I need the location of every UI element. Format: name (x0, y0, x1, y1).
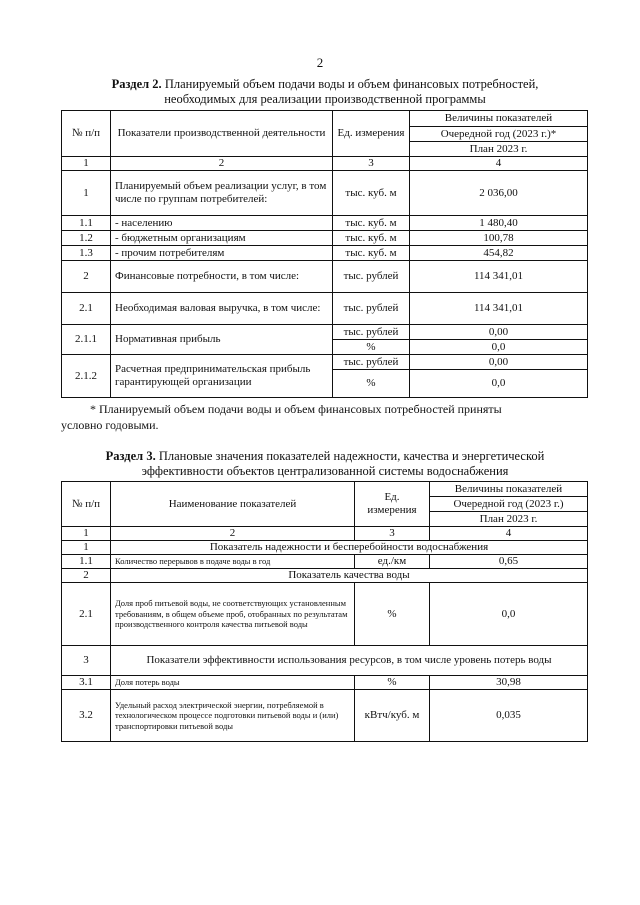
row-unit: % (355, 676, 430, 690)
row-name: - населению (111, 216, 333, 231)
row-value: 454,82 (410, 246, 588, 261)
s2-header-values: Величины показателей (410, 111, 588, 127)
row-num: 2.1 (62, 583, 111, 646)
row-name: Удельный расход электрической энергии, потребляемой в технологическом процессе подготовки питьевой воды и (или) транспортировки питьевой воды (111, 690, 355, 742)
row-value: 0,65 (430, 555, 588, 569)
row-name: Финансовые потребности, в том числе: (111, 261, 333, 293)
row-unit: тыс. куб. м (333, 171, 410, 216)
row-unit: % (355, 583, 430, 646)
row-unit: тыс. куб. м (333, 246, 410, 261)
row-value: 0,00 (410, 355, 588, 370)
row-unit: % (333, 370, 410, 398)
row-num: 3.1 (62, 676, 111, 690)
row-value: 0,0 (430, 583, 588, 646)
table-row (62, 231, 588, 246)
table-row (62, 216, 588, 231)
table-row (62, 676, 588, 690)
row-num: 2 (62, 261, 111, 293)
group-num: 2 (62, 569, 111, 583)
s2-header-next-year: Очередной год (2023 г.)* (410, 127, 588, 142)
row-unit: тыс. рублей (333, 355, 410, 370)
row-unit: ед./км (355, 555, 430, 569)
s3-colnum-1: 1 (62, 527, 111, 541)
row-name: Нормативная прибыль (111, 325, 333, 355)
table-row (62, 246, 588, 261)
table-row (62, 325, 588, 340)
s2-header-indicator: Показатели производственной деятельности (111, 111, 333, 157)
table-row (62, 583, 588, 646)
row-name: Расчетная предпринимательская прибыль гарантирующей организации (111, 355, 333, 398)
s3-header-values: Величины показателей (430, 482, 588, 497)
s3-header-num: № п/п (62, 482, 111, 527)
row-num: 1.2 (62, 231, 111, 246)
row-num: 1.1 (62, 216, 111, 231)
row-unit: кВтч/куб. м (355, 690, 430, 742)
section2-title-text: Планируемый объем подачи воды и объем финансовых потребностей, (161, 77, 539, 91)
s2-colnum-3: 3 (333, 157, 410, 171)
row-unit: тыс. рублей (333, 261, 410, 293)
row-unit: тыс. куб. м (333, 216, 410, 231)
row-value: 2 036,00 (410, 171, 588, 216)
s3-header-unit: Ед. измерения (355, 482, 430, 527)
table-row (62, 261, 588, 293)
row-value: 0,0 (410, 340, 588, 355)
row-name: Доля потерь воды (111, 676, 355, 690)
table-row (62, 569, 588, 583)
row-num: 2.1 (62, 293, 111, 325)
s3-colnum-4: 4 (430, 527, 588, 541)
s3-header-indicator: Наименование показателей (111, 482, 355, 527)
table-row (62, 690, 588, 742)
row-value: 100,78 (410, 231, 588, 246)
s3-header-next-year: Очередной год (2023 г.) (430, 497, 588, 512)
row-value: 114 341,01 (410, 293, 588, 325)
s3-colnum-3: 3 (355, 527, 430, 541)
section2-table (61, 110, 588, 398)
s2-header-unit: Ед. измерения (333, 111, 410, 157)
row-num: 1.3 (62, 246, 111, 261)
s2-colnum-2: 2 (111, 157, 333, 171)
row-unit: % (333, 340, 410, 355)
row-name: Доля проб питьевой воды, не соответствующих установленным требованиям, в общем объеме проб, отобранных по результатам производственного контроля качества питьевой воды (111, 583, 355, 646)
row-unit: тыс. рублей (333, 325, 410, 340)
table-row (62, 541, 588, 555)
group-num: 1 (62, 541, 111, 555)
row-value: 0,035 (430, 690, 588, 742)
table-row (62, 355, 588, 370)
row-value: 30,98 (430, 676, 588, 690)
row-name: Необходимая валовая выручка, в том числе: (111, 293, 333, 325)
table-row (62, 646, 588, 676)
table-row (62, 555, 588, 569)
group-title: Показатели эффективности использования ресурсов, в том числе уровень потерь воды (111, 646, 588, 676)
row-value: 0,0 (410, 370, 588, 398)
s2-header-num: № п/п (62, 111, 111, 157)
row-num: 2.1.2 (62, 355, 111, 398)
section2-footnote: * Планируемый объем подачи воды и объем финансовых потребностей приняты (90, 402, 502, 416)
s2-colnum-4: 4 (410, 157, 588, 171)
row-name: Планируемый объем реализации услуг, в том числе по группам потребителей: (111, 171, 333, 216)
section3-table (61, 481, 588, 742)
row-unit: тыс. куб. м (333, 231, 410, 246)
group-title: Показатель качества воды (111, 569, 588, 583)
section2-title-line2: необходимых для реализации производственной программы (164, 92, 486, 106)
row-name: - бюджетным организациям (111, 231, 333, 246)
row-name: - прочим потребителям (111, 246, 333, 261)
page-number: 2 (316, 55, 324, 70)
section3-title-text: Плановые значения показателей надежности, качества и энергетической (155, 449, 545, 463)
s3-colnum-2: 2 (111, 527, 355, 541)
group-num: 3 (62, 646, 111, 676)
row-num: 2.1.1 (62, 325, 111, 355)
section3-title (60, 449, 590, 479)
section2-footnote-cont: условно годовыми. (61, 418, 159, 432)
s3-header-plan: План 2023 г. (430, 512, 588, 527)
table-row (62, 171, 588, 216)
row-value: 1 480,40 (410, 216, 588, 231)
table-row (62, 293, 588, 325)
section3-title-label: Раздел 3. (105, 449, 156, 463)
section2-title-label: Раздел 2. (111, 77, 162, 91)
row-name: Количество перерывов в подаче воды в год (111, 555, 355, 569)
row-value: 0,00 (410, 325, 588, 340)
s2-header-plan: План 2023 г. (410, 142, 588, 157)
row-num: 3.2 (62, 690, 111, 742)
row-num: 1.1 (62, 555, 111, 569)
row-unit: тыс. рублей (333, 293, 410, 325)
row-value: 114 341,01 (410, 261, 588, 293)
section3-title-line2: эффективности объектов централизованной системы водоснабжения (141, 464, 509, 478)
group-title: Показатель надежности и бесперебойности водоснабжения (111, 541, 588, 555)
row-num: 1 (62, 171, 111, 216)
s2-colnum-1: 1 (62, 157, 111, 171)
section2-title (60, 77, 590, 107)
